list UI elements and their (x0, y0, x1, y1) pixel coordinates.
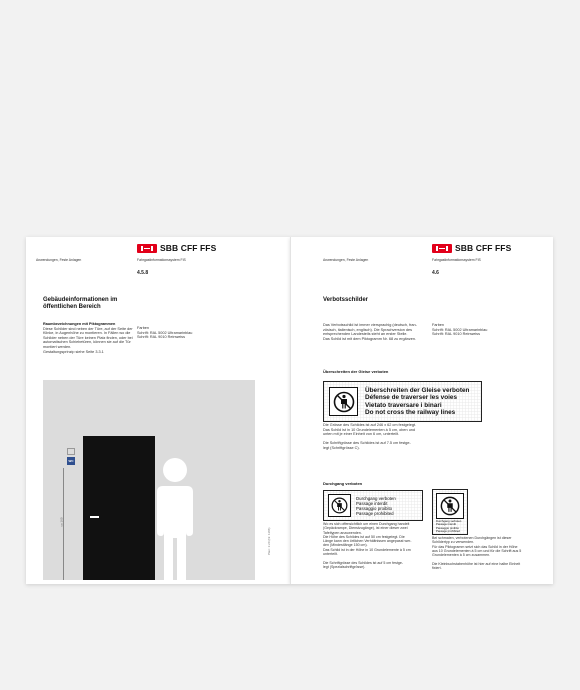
sign-line: Passaggio proibito (356, 505, 393, 511)
text-line: legt (Spezialschriftgrösse). (323, 564, 366, 569)
sign-line: Passage interdit (436, 522, 457, 527)
sign-line: Durchgang verboten (356, 495, 396, 501)
intro-line: Das Verbotsschild ist immer viersprachig (deutsch, fran- (323, 323, 417, 327)
sign-line: Durchgang verboten (436, 519, 462, 523)
sign-line: Do not cross the railway lines (365, 408, 456, 416)
body-line: Gestaltungsprinzip siehe Seite 3.3.1 (43, 349, 104, 354)
text-line: Schildertyp zu verwenden. (432, 540, 475, 545)
page-heading: Verbotsschilder (323, 297, 369, 303)
no-passage-sign-narrow (432, 489, 468, 535)
sign-line: Vietato traversare i binari (365, 401, 442, 409)
intro-line: Das Schild ist mit dem Piktogramm Nr. 68 zu ergänzen. (323, 336, 417, 341)
text-line: Grundelementen à 5 cm zusammen. (432, 553, 491, 558)
right-colors (432, 323, 487, 337)
intro-line: entsprechenden Landesteils steht an erster Stelle. (323, 332, 408, 337)
section2-text (323, 522, 428, 569)
text-line: Die Höhe des Schildes ist auf 50 cm festgelegt. Die (323, 534, 405, 539)
no-passage-pictogram (328, 494, 351, 517)
section-number: 4.5.8 (137, 270, 149, 276)
left-body (43, 322, 133, 354)
prohibited-person-icon (333, 391, 355, 413)
logo-text: SBB CFF FFS (160, 243, 217, 253)
no-passage-sign-narrow-text (436, 520, 461, 533)
text-line: Die Kleinbuchstabenhöhe ist hier auf eine halbe Einheit (432, 561, 521, 566)
subheading: Raumbezeichnungen mit Piktogrammen (43, 322, 116, 326)
text-line: unterteilt. (323, 552, 338, 557)
text-line: Das Schild ist in 10 Grundelementen à 5 cm, oben und (323, 427, 416, 432)
wc-sign: WC (68, 459, 74, 463)
sign-line: Passage interdit (356, 500, 388, 506)
text-line: aus 10 Grundelementen à 5 cm und für die Schrift aus 5 (432, 548, 522, 553)
no-passage-sign-wide (323, 490, 423, 521)
body-line: Schilder neben der Türe keinen Platz finden, oder bei (43, 335, 133, 340)
text-line: Die Grösse des Schildes ist auf 246 x 62 cm festgelegt. (323, 423, 417, 427)
sbb-logo-icon (137, 244, 157, 253)
heading-line: öffentlichen Bereich (43, 304, 101, 310)
body-line: automatischen Schiebetüren, können sie auf die Tür (43, 340, 131, 345)
body-line: Diese Schilder sind neben der Türe, auf der Seite der (43, 326, 133, 331)
left-colors (137, 326, 192, 340)
no-crossing-pictogram (329, 387, 358, 416)
sign-line: Passage prohibited (436, 528, 460, 533)
right-header-label: Anwendungen, Feste Anlagen (323, 258, 369, 262)
colors-line: Schrift: RAL 5002 Ultramarinblau (432, 327, 488, 332)
right-header-sub: Fahrgastinformationssystem FIS (432, 258, 481, 262)
prohibited-person-icon (440, 496, 460, 516)
intro-line: zösisch, italienisch, englisch). Die Sprachversion des (323, 327, 413, 332)
text-line: den (Mindestlänge 150 cm). (323, 543, 368, 548)
colors-line: Farben (137, 326, 150, 330)
colors-line: Farben (432, 323, 445, 327)
text-line: fixiert. (432, 566, 442, 571)
text-line: Tafeltypen anzuwenden. (323, 530, 362, 535)
text-line: Wo es sich offensichtlich um einen Durchgang handelt (323, 522, 410, 526)
page-heading (43, 297, 117, 311)
colors-line: Schrift: RAL 9010 Reinweiss (432, 332, 480, 337)
door-handle (90, 516, 99, 518)
door (83, 436, 155, 580)
text-line: Das Schild ist in der Höhe in 10 Grundelemente à 5 cm (323, 547, 411, 552)
dimension-label: ca 160 (59, 517, 64, 527)
text-line: legt (Schriftgrösse C). (323, 445, 360, 450)
text-line: Die Schriftgrösse des Schildes ist auf 5 cm festge- (323, 560, 404, 565)
text-line: Für das Piktogramm setzt sich das Schild in der Höhe (432, 544, 518, 549)
logo-text: SBB CFF FFS (455, 243, 512, 253)
body-line: montiert werden. (43, 344, 72, 349)
sign-line: Défense de traverser les voies (365, 394, 458, 402)
section1-text (323, 423, 443, 451)
prohibited-person-icon (331, 497, 348, 514)
colors-line: Schrift: RAL 5002 Ultramarinblau (137, 330, 193, 335)
no-passage-pictogram (436, 493, 464, 519)
sign-line: Passaggio proibito (436, 525, 460, 530)
sign-pictogram-frame (67, 448, 75, 455)
sign-line: Überschreiten der Gleise verboten (365, 387, 470, 395)
section2-right-text (432, 536, 542, 570)
person-body-icon (157, 486, 193, 580)
text-line: unten mit je einer Einheit von 6 cm, unterteilt. (323, 432, 399, 437)
text-line: Die Schriftgrösse des Schildes ist auf 7.5 cm festge- (323, 441, 411, 446)
left-header-sub: Fahrgastinformationssystem FIS (137, 258, 186, 262)
body-line: Klinke, in Augenhöhe zu montieren. In Fällen wo die (43, 331, 131, 336)
right-intro (323, 323, 423, 341)
sbb-logo-icon (432, 244, 452, 253)
no-crossing-sign (323, 381, 482, 422)
text-line: Bei schmalen, verbotenen Durchgängen ist dieser (432, 536, 512, 540)
no-passage-sign-text (356, 496, 396, 516)
section-number: 4.6 (432, 270, 439, 276)
text-line: Länge kann den örtlichen Verhältnissen angepasst wer- (323, 539, 412, 544)
installation-illustration (43, 380, 255, 580)
sbb-logo-left (137, 243, 216, 253)
text-line: (Gepäckrampe, Dienstzugänge), ist einer dieser zwei (323, 526, 408, 531)
heading-line: Gebäudeinformationen im (43, 297, 118, 303)
person-head-icon (163, 458, 187, 482)
plan-note: Plan: 1:20 (Nr. 1186) (267, 527, 271, 555)
colors-line: Schrift: RAL 9010 Reinweiss (137, 335, 185, 340)
section2-title: Durchgang verboten (323, 481, 363, 486)
sign-line: Passage prohibited (356, 510, 394, 516)
sbb-logo-right (432, 243, 511, 253)
left-header-label: Anwendungen, Feste Anlagen (36, 258, 82, 262)
section1-title: Überschreiten der Gleise verboten (323, 369, 389, 374)
no-crossing-sign-text (365, 387, 469, 416)
